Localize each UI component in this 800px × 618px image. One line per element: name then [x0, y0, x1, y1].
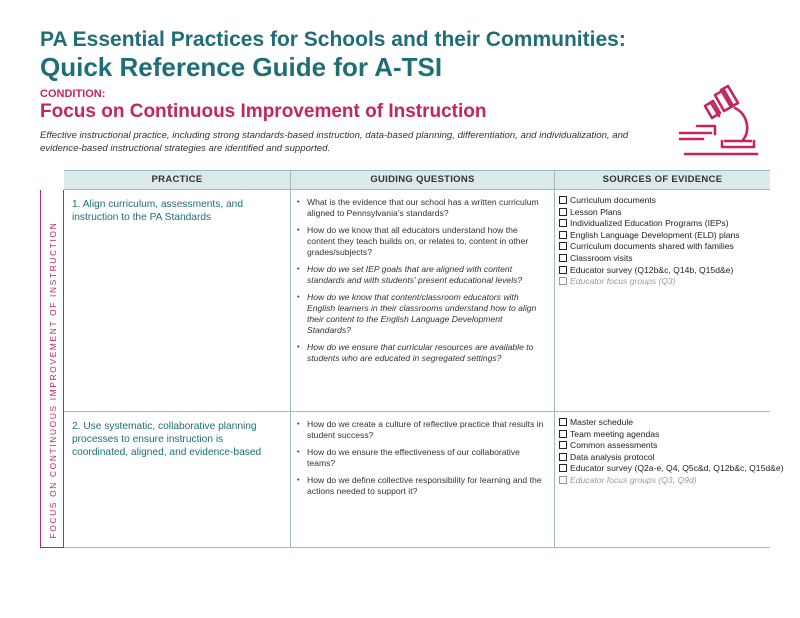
- checkbox-icon: [559, 441, 567, 449]
- checkbox-icon: [559, 476, 567, 484]
- bullet-icon: •: [297, 477, 300, 484]
- condition-label: CONDITION:: [40, 88, 106, 100]
- evidence-item: Classroom visits: [559, 253, 766, 265]
- bullet-icon: •: [297, 227, 300, 234]
- evidence-item: Lesson Plans: [559, 207, 766, 219]
- guiding-question: • How do we set IEP goals that are aligned with content standards and with students' present educational levels?: [297, 264, 523, 285]
- microscope-icon: [675, 84, 761, 160]
- evidence-item: English Language Development (ELD) plans: [559, 230, 766, 242]
- bullet-icon: •: [297, 421, 300, 428]
- guiding-question: • How do we know that all educators understand how the content they teach builds on, or relates to, content in other grades/subjects?: [297, 225, 529, 257]
- condition-title: Focus on Continuous Improvement of Instruction: [40, 101, 487, 122]
- checkbox-icon: [559, 196, 567, 204]
- page-title-line2: Quick Reference Guide for A-TSI: [40, 52, 443, 82]
- reference-table: [40, 170, 784, 548]
- page-title-line1: PA Essential Practices for Schools and their Communities:: [40, 28, 626, 51]
- evidence-item: Data analysis protocol: [559, 452, 766, 464]
- guiding-question: • How do we define collective responsibility for learning and the actions needed to support it?: [297, 475, 542, 496]
- column-header-guiding-questions: GUIDING QUESTIONS: [291, 170, 555, 190]
- table-row-2-evidence-cell: [555, 411, 784, 548]
- guiding-question: • What is the evidence that our school has a written curriculum aligned to Pennsylvania's standards?: [297, 197, 539, 218]
- bullet-icon: •: [297, 449, 300, 456]
- evidence-item: Curriculum documents: [559, 195, 766, 207]
- evidence-item: Team meeting agendas: [559, 429, 766, 441]
- bullet-icon: •: [297, 344, 300, 351]
- evidence-item: Educator focus groups (Q3, Q9d): [559, 475, 766, 487]
- practice-text: 1. Align curriculum, assessments, and instruction to the PA Standards: [72, 199, 243, 223]
- table-row-1-evidence-cell: [555, 190, 770, 411]
- checkbox-icon: [559, 464, 567, 472]
- table-row-1-questions-cell: [291, 190, 555, 411]
- guiding-question: • How do we ensure the effectiveness of our collaborative teams?: [297, 447, 520, 468]
- guiding-question: • How do we create a culture of reflective practice that results in student success?: [297, 419, 544, 440]
- column-header-sources-of-evidence: SOURCES OF EVIDENCE: [555, 170, 770, 190]
- table-row-2-practice-cell: [64, 411, 291, 548]
- guiding-question: • How do we know that content/classroom educators with English learners in their classrooms understand how to align their content to the English Language Development Standards?: [297, 292, 537, 335]
- practice-text: 2. Use systematic, collaborative planning processes to ensure instruction is coordinated, aligned, and evidence-based: [72, 421, 262, 458]
- bullet-icon: •: [297, 199, 300, 206]
- checkbox-icon: [559, 242, 567, 250]
- checkbox-icon: [559, 254, 567, 262]
- evidence-item: Common assessments: [559, 440, 766, 452]
- checkbox-icon: [559, 430, 567, 438]
- table-row-1-practice-cell: [64, 190, 291, 411]
- table-bottom-rule: [64, 547, 770, 548]
- bullet-icon: •: [297, 294, 300, 301]
- checkbox-icon: [559, 453, 567, 461]
- evidence-item: Curriculum documents shared with families: [559, 241, 766, 253]
- checkbox-icon: [559, 231, 567, 239]
- column-header-practice: PRACTICE: [64, 170, 291, 190]
- checkbox-icon: [559, 418, 567, 426]
- evidence-item: Individualized Education Programs (IEPs): [559, 218, 766, 230]
- bullet-icon: •: [297, 266, 300, 273]
- evidence-item: Educator survey (Q12b&c, Q14b, Q15d&e): [559, 265, 766, 277]
- checkbox-icon: [559, 208, 567, 216]
- side-label: FOCUS ON CONTINUOUS IMPROVEMENT OF INSTRUCTION: [48, 221, 58, 539]
- condition-description: Effective instructional practice, including strong standards-based instruction, data-based planning, differentiation, and individualization, and evidence-based instructional strategies are identified and supported.: [40, 130, 629, 154]
- evidence-item: Master schedule: [559, 417, 766, 429]
- side-label-box: [40, 190, 64, 548]
- evidence-item: Educator survey (Q2a-e, Q4, Q5c&d, Q12b&c, Q15d&e): [559, 463, 766, 475]
- checkbox-icon: [559, 266, 567, 274]
- checkbox-icon: [559, 277, 567, 285]
- evidence-item: Educator focus groups (Q3): [559, 276, 766, 288]
- table-row-2-questions-cell: [291, 411, 555, 548]
- guiding-question: • How do we ensure that curricular resources are available to students who are educated in segregated settings?: [297, 342, 534, 363]
- checkbox-icon: [559, 219, 567, 227]
